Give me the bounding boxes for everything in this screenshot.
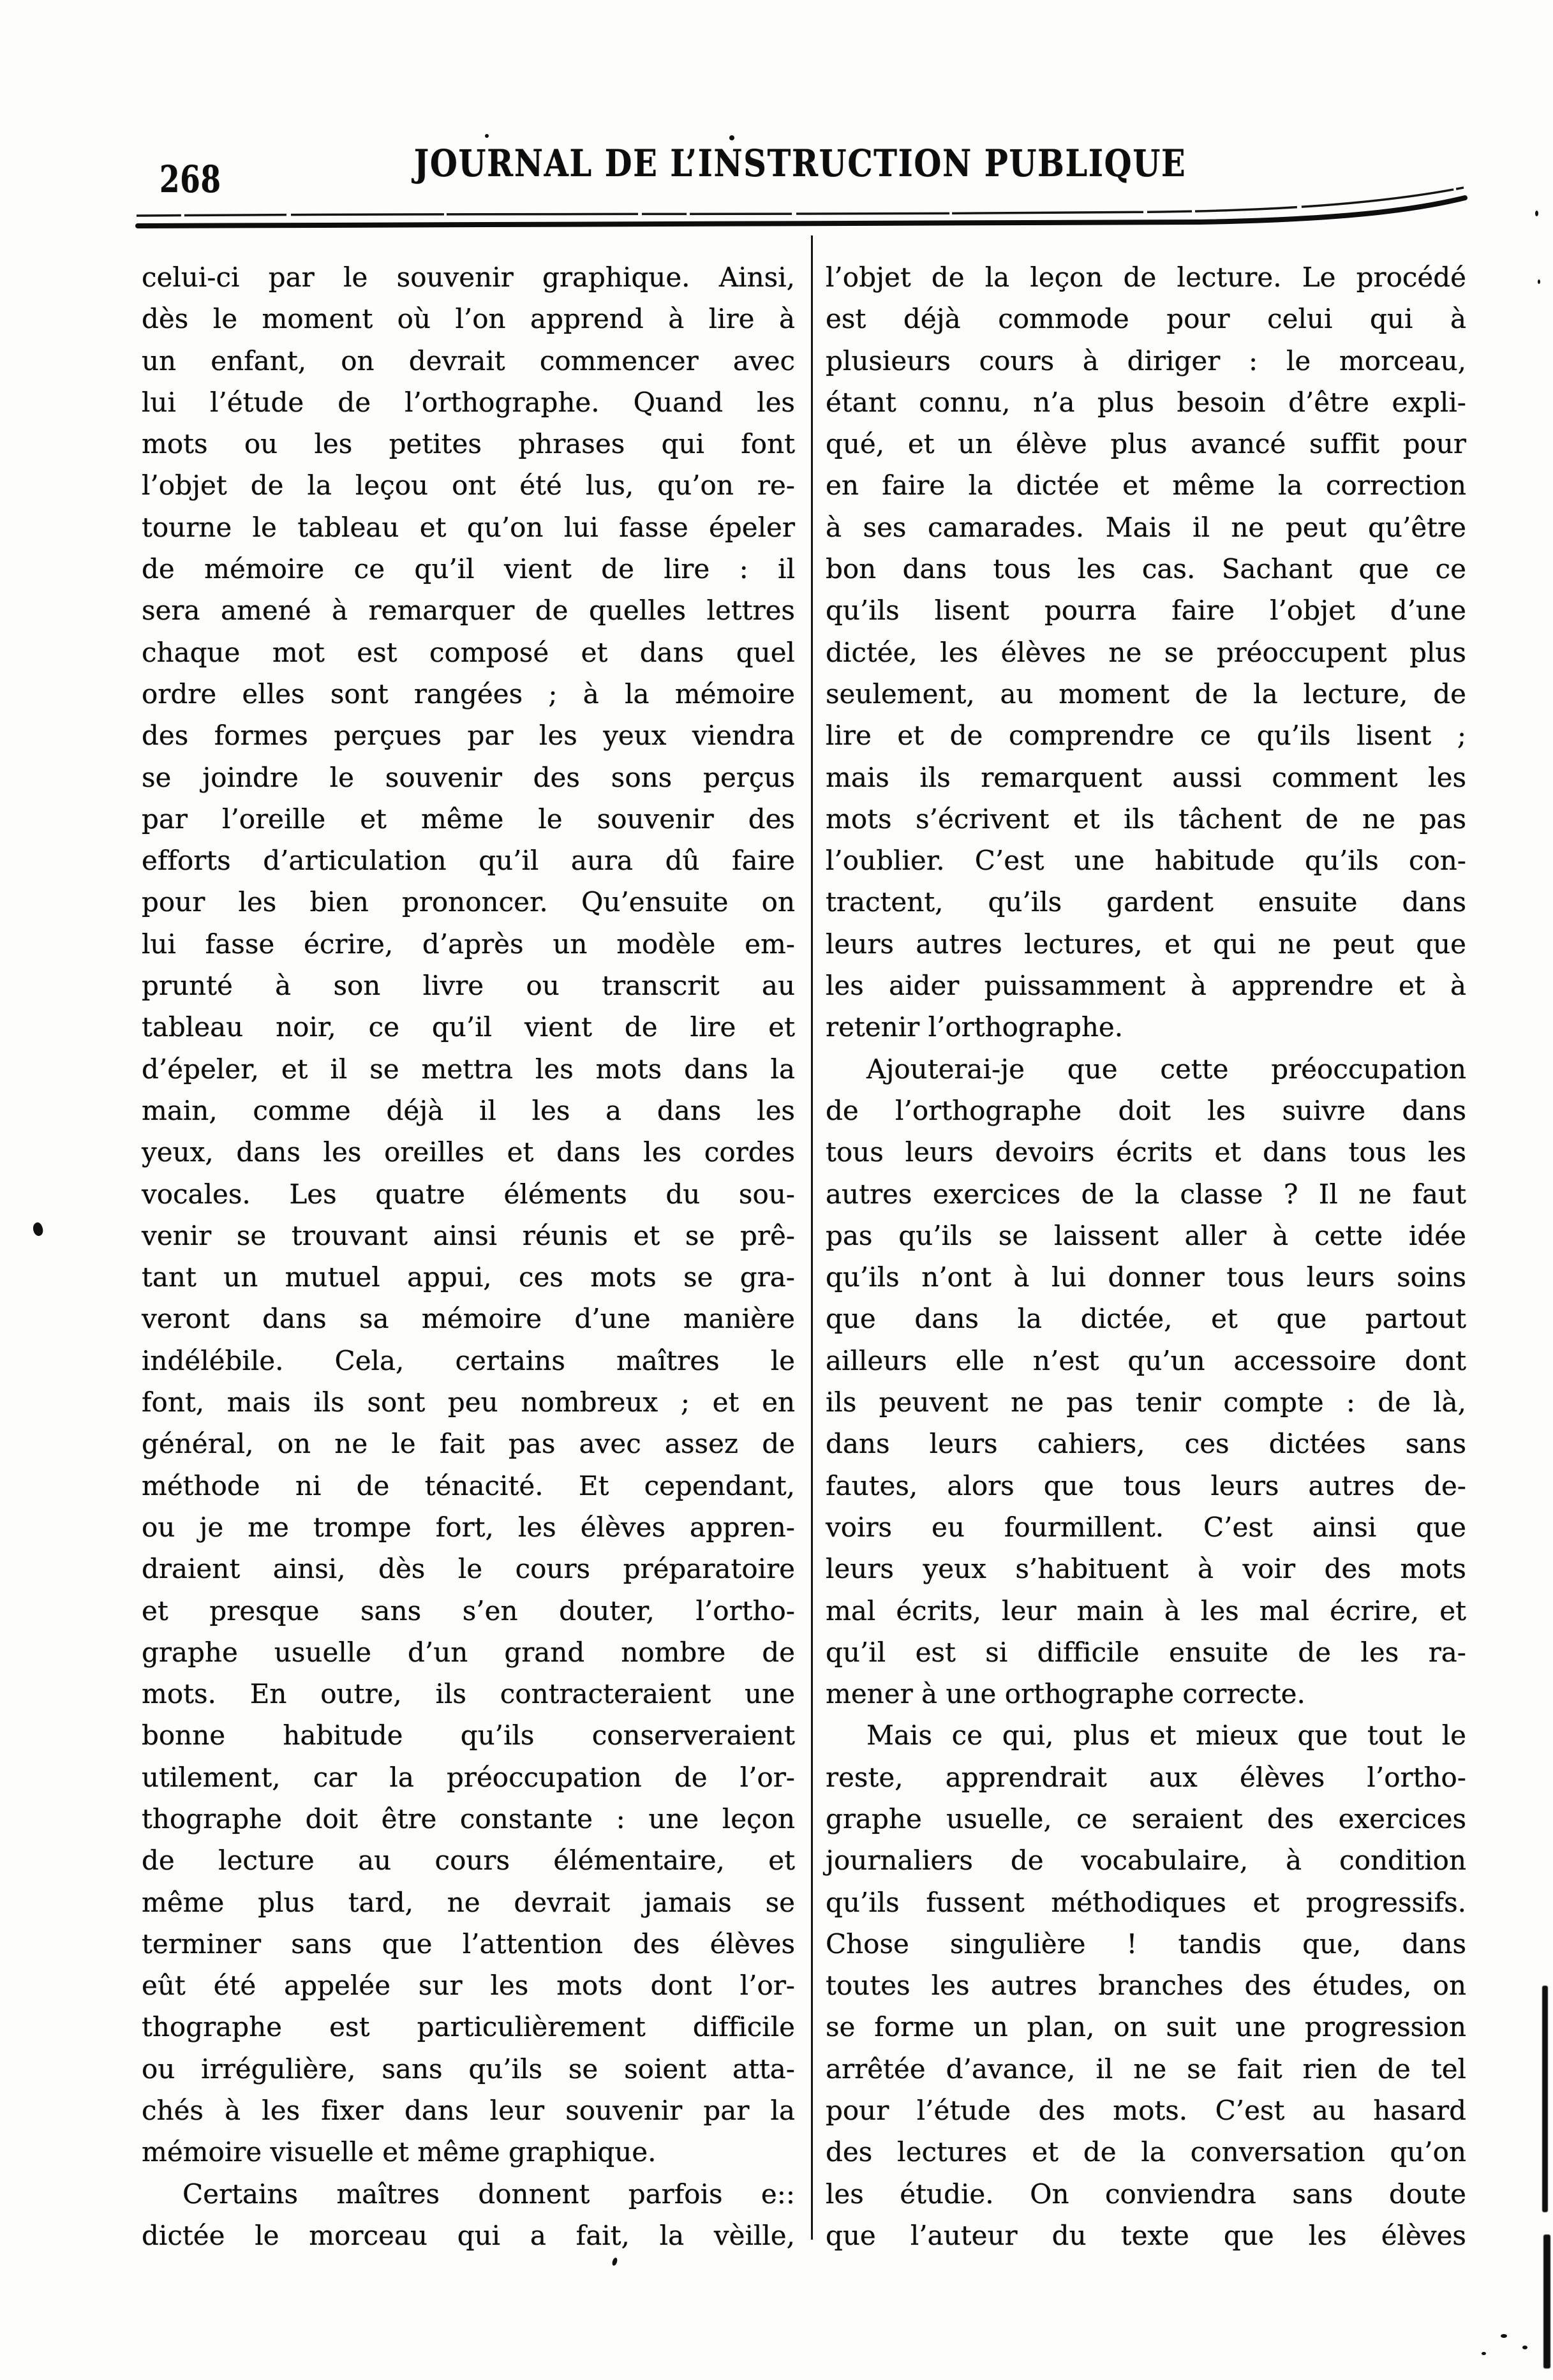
text-line: Chose singulière ! tandis que, dans bbox=[826, 1928, 1466, 1960]
text-line: sera amené à remarquer de quelles lettres bbox=[142, 595, 795, 627]
text-line: d’épeler, et il se mettra les mots dans la bbox=[142, 1053, 795, 1085]
text-line: qué, et un élève plus avancé suffit pour bbox=[826, 428, 1466, 460]
text-line: dès le moment où l’on apprend à lire à bbox=[142, 303, 795, 335]
text-line: des formes perçues par les yeux viendra bbox=[142, 720, 795, 752]
text-line: lire et de comprendre ce qu’ils lisent ; bbox=[826, 720, 1466, 752]
text-line: tableau noir, ce qu’il vient de lire et bbox=[142, 1011, 795, 1043]
text-line: venir se trouvant ainsi réunis et se prê- bbox=[142, 1219, 795, 1251]
text-line: ordre elles sont rangées ; à la mémoire bbox=[142, 678, 795, 710]
text-line: que l’auteur du texte que les élèves bbox=[826, 2219, 1466, 2251]
text-line: thographe doit être constante : une leçon bbox=[142, 1803, 795, 1834]
text-line: tractent, qu’ils gardent ensuite dans bbox=[826, 886, 1466, 918]
text-line: font, mais ils sont peu nombreux ; et en bbox=[142, 1387, 795, 1418]
text-line: tourne le tableau et qu’on lui fasse épeler bbox=[142, 511, 795, 543]
text-line: arrêtée d’avance, il ne se fait rien de tel bbox=[826, 2053, 1466, 2085]
column-divider-rule bbox=[811, 235, 813, 2240]
text-line: de mémoire ce qu’il vient de lire : il bbox=[142, 553, 795, 585]
text-line: mémoire visuelle et même graphique. bbox=[142, 2136, 657, 2168]
text-line: fautes, alors que tous leurs autres de- bbox=[826, 1469, 1466, 1501]
ink-speck bbox=[1538, 279, 1540, 284]
text-line: yeux, dans les oreilles et dans les cordes bbox=[142, 1136, 795, 1168]
text-line: se joindre le souvenir des sons perçus bbox=[142, 761, 795, 793]
text-line: bon dans tous les cas. Sachant que ce bbox=[826, 553, 1466, 585]
text-line: général, on ne le fait pas avec assez de bbox=[142, 1428, 795, 1460]
text-line: mots. En outre, ils contracteraient une bbox=[142, 1678, 795, 1710]
text-line: retenir l’orthographe. bbox=[826, 1011, 1124, 1043]
text-line: chés à les fixer dans leur souvenir par la bbox=[142, 2095, 795, 2127]
text-line: chaque mot est composé et dans quel bbox=[142, 636, 795, 668]
text-line: pour l’étude des mots. C’est au hasard bbox=[826, 2095, 1466, 2127]
text-line: ailleurs elle n’est qu’un accessoire dont bbox=[826, 1344, 1466, 1376]
text-line: pas qu’ils se laissent aller à cette idée bbox=[826, 1219, 1466, 1251]
text-line: eût été appelée sur les mots dont l’or- bbox=[142, 1970, 795, 2002]
ink-speck bbox=[1482, 2352, 1486, 2355]
text-line: indélébile. Cela, certains maîtres le bbox=[142, 1344, 795, 1376]
text-line: bonne habitude qu’ils conserveraient bbox=[142, 1720, 795, 1752]
text-line: prunté à son livre ou transcrit au bbox=[142, 970, 795, 1002]
text-line: autres exercices de la classe ? Il ne faut bbox=[826, 1178, 1466, 1210]
text-line: qu’il est si difficile ensuite de les ra- bbox=[826, 1636, 1466, 1668]
text-line: Mais ce qui, plus et mieux que tout le bbox=[866, 1720, 1466, 1752]
text-line: graphe usuelle, ce seraient des exercices bbox=[826, 1803, 1466, 1834]
text-line: se forme un plan, on suit une progression bbox=[826, 2011, 1466, 2043]
text-line: lui fasse écrire, d’après un modèle em- bbox=[142, 928, 795, 960]
text-line: un enfant, on devrait commencer avec bbox=[142, 345, 795, 376]
right-column-text bbox=[826, 257, 1466, 2256]
text-line: l’objet de la leçou ont été lus, qu’on re- bbox=[142, 470, 795, 502]
text-line: mots s’écrivent et ils tâchent de ne pas bbox=[826, 803, 1466, 835]
text-line: dictée le morceau qui a fait, la vèille, bbox=[142, 2219, 795, 2251]
text-line: toutes les autres branches des études, on bbox=[826, 1970, 1466, 2002]
text-line: main, comme déjà il les a dans les bbox=[142, 1094, 795, 1126]
text-line: mots ou les petites phrases qui font bbox=[142, 428, 795, 460]
text-line: en faire la dictée et même la correction bbox=[826, 470, 1466, 502]
ink-speck bbox=[1535, 211, 1538, 216]
text-line: journaliers de vocabulaire, à condition bbox=[826, 1845, 1466, 1877]
text-line: l’objet de la leçon de lecture. Le procédé bbox=[826, 262, 1466, 293]
text-line: seulement, au moment de la lecture, de bbox=[826, 678, 1466, 710]
text-line: celui-ci par le souvenir graphique. Ainsi, bbox=[142, 262, 795, 293]
text-line: reste, apprendrait aux élèves l’ortho- bbox=[826, 1761, 1466, 1793]
text-line: lui l’étude de l’orthographe. Quand les bbox=[142, 386, 795, 418]
ink-speck bbox=[1501, 2334, 1507, 2338]
left-column-text bbox=[142, 257, 795, 2256]
text-line: est déjà commode pour celui qui à bbox=[826, 303, 1466, 335]
text-line: graphe usuelle d’un grand nombre de bbox=[142, 1636, 795, 1668]
text-line: et presque sans s’en douter, l’ortho- bbox=[142, 1595, 795, 1626]
text-line: qu’ils lisent pourra faire l’objet d’une bbox=[826, 595, 1466, 627]
text-line: plusieurs cours à diriger : le morceau, bbox=[826, 345, 1466, 376]
ink-speck bbox=[729, 135, 734, 140]
text-line: l’oublier. C’est une habitude qu’ils con- bbox=[826, 845, 1466, 877]
text-line: dans leurs cahiers, ces dictées sans bbox=[826, 1428, 1466, 1460]
text-line: terminer sans que l’attention des élèves bbox=[142, 1928, 795, 1960]
scan-edge-line bbox=[1542, 1986, 1548, 2212]
ink-speck bbox=[1522, 2346, 1527, 2349]
text-line: les étudie. On conviendra sans doute bbox=[826, 2178, 1466, 2210]
text-line: tant un mutuel appui, ces mots se gra- bbox=[142, 1261, 795, 1293]
text-line: mal écrits, leur main à les mal écrire, et bbox=[826, 1595, 1466, 1626]
page-number: 268 bbox=[160, 158, 221, 201]
text-line: utilement, car la préoccupation de l’or- bbox=[142, 1761, 795, 1793]
text-line: étant connu, n’a plus besoin d’être expli- bbox=[826, 386, 1466, 418]
journal-title: JOURNAL DE L’INSTRUCTION PUBLIQUE bbox=[413, 142, 1187, 185]
text-line: méthode ni de ténacité. Et cependant, bbox=[142, 1469, 795, 1501]
text-line: thographe est particulièrement difficile bbox=[142, 2011, 795, 2043]
text-line: efforts d’articulation qu’il aura dû faire bbox=[142, 845, 795, 877]
text-line: Certains maîtres donnent parfois e:: bbox=[182, 2178, 795, 2210]
text-line: veront dans sa mémoire d’une manière bbox=[142, 1303, 795, 1335]
ink-speck bbox=[485, 134, 489, 138]
text-line: les aider puissamment à apprendre et à bbox=[826, 970, 1466, 1002]
text-line: de lecture au cours élémentaire, et bbox=[142, 1845, 795, 1877]
text-line: tous leurs devoirs écrits et dans tous les bbox=[826, 1136, 1466, 1168]
text-line: leurs yeux s’habituent à voir des mots bbox=[826, 1553, 1466, 1585]
text-line: qu’ils n’ont à lui donner tous leurs soins bbox=[826, 1261, 1466, 1293]
text-line: ils peuvent ne pas tenir compte : de là, bbox=[826, 1387, 1466, 1418]
text-line: mais ils remarquent aussi comment les bbox=[826, 761, 1466, 793]
text-line: des lectures et de la conversation qu’on bbox=[826, 2136, 1466, 2168]
text-line: Ajouterai-je que cette préoccupation bbox=[866, 1053, 1466, 1085]
text-line: pour les bien prononcer. Qu’ensuite on bbox=[142, 886, 795, 918]
text-line: que dans la dictée, et que partout bbox=[826, 1303, 1466, 1335]
text-line: voirs eu fourmillent. C’est ainsi que bbox=[826, 1511, 1466, 1543]
text-line: draient ainsi, dès le cours préparatoire bbox=[142, 1553, 795, 1585]
text-line: leurs autres lectures, et qui ne peut que bbox=[826, 928, 1466, 960]
text-line: ou je me trompe fort, les élèves appren- bbox=[142, 1511, 795, 1543]
text-line: par l’oreille et même le souvenir des bbox=[142, 803, 795, 835]
text-line: vocales. Les quatre éléments du sou- bbox=[142, 1178, 795, 1210]
text-line: même plus tard, ne devrait jamais se bbox=[142, 1886, 795, 1918]
scan-edge-line bbox=[1543, 2235, 1550, 2369]
text-line: à ses camarades. Mais il ne peut qu’être bbox=[826, 511, 1466, 543]
text-line: qu’ils fussent méthodiques et progressifs. bbox=[826, 1886, 1466, 1918]
text-line: dictée, les élèves ne se préoccupent plus bbox=[826, 636, 1466, 668]
text-line: mener à une orthographe correcte. bbox=[826, 1678, 1305, 1710]
text-line: de l’orthographe doit les suivre dans bbox=[826, 1094, 1466, 1126]
text-line: ou irrégulière, sans qu’ils se soient atta- bbox=[142, 2053, 795, 2085]
header-double-rule bbox=[128, 166, 1480, 249]
ink-blot bbox=[31, 1221, 45, 1237]
ink-speck bbox=[611, 2257, 618, 2266]
